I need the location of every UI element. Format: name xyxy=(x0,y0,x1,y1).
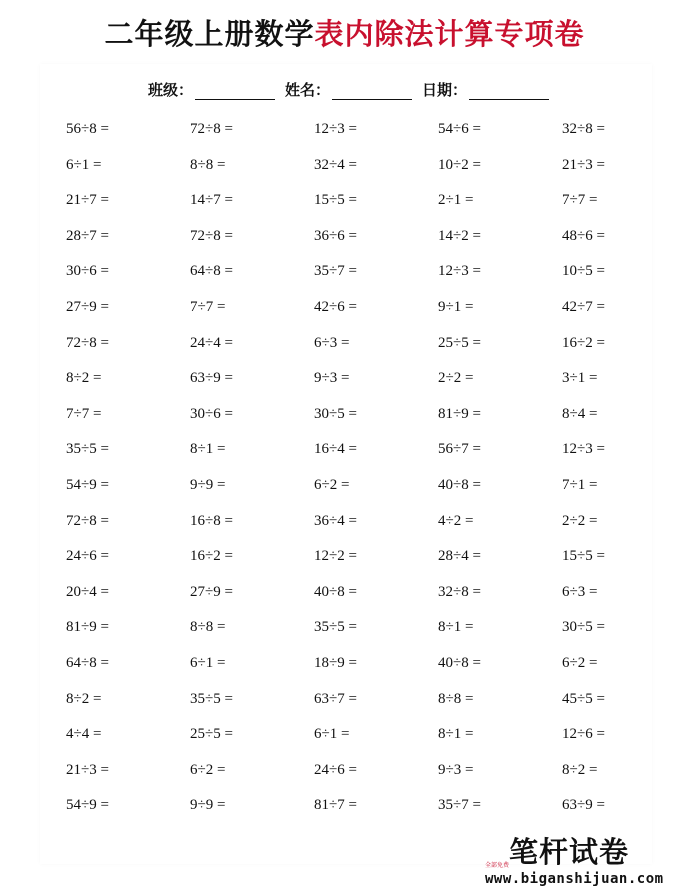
class-label: 班级： xyxy=(148,81,194,99)
problem-cell: 2÷2 = xyxy=(438,370,474,387)
problem-cell: 24÷6 = xyxy=(66,548,109,565)
problem-cell: 6÷2 = xyxy=(562,654,598,671)
problem-cell: 7÷7 = xyxy=(562,192,598,209)
problem-cell: 40÷8 = xyxy=(438,654,481,671)
brand-footer xyxy=(485,834,664,888)
problem-cell: 36÷4 = xyxy=(314,512,357,529)
problem-cell: 21÷3 = xyxy=(66,761,109,778)
problem-cell: 14÷7 = xyxy=(190,192,233,209)
problem-cell: 40÷8 = xyxy=(314,583,357,600)
problem-cell: 16÷2 = xyxy=(190,548,233,565)
problem-cell: 16÷8 = xyxy=(190,512,233,529)
problem-cell: 15÷5 = xyxy=(314,192,357,209)
problem-cell: 63÷9 = xyxy=(190,370,233,387)
problem-cell: 48÷6 = xyxy=(562,227,605,244)
problem-cell: 16÷2 = xyxy=(562,334,605,351)
problem-cell: 7÷7 = xyxy=(190,298,226,315)
problem-cell: 6÷1 = xyxy=(190,654,226,671)
problem-cell: 27÷9 = xyxy=(66,298,109,315)
problem-cell: 21÷7 = xyxy=(66,192,109,209)
problem-cell: 8÷4 = xyxy=(562,405,598,422)
problem-cell: 9÷9 = xyxy=(190,476,226,493)
problem-cell: 3÷1 = xyxy=(562,370,598,387)
problem-cell: 45÷5 = xyxy=(562,690,605,707)
problem-cell: 12÷6 = xyxy=(562,726,605,743)
date-field[interactable] xyxy=(422,79,549,100)
problem-cell: 12÷3 = xyxy=(314,121,357,137)
brand-url[interactable]: www.biganshijuan.com xyxy=(485,871,664,887)
problem-cell: 6÷3 = xyxy=(314,334,350,351)
problem-cell: 54÷9 = xyxy=(66,797,109,814)
problem-cell: 35÷5 = xyxy=(314,619,357,636)
problem-cell: 2÷2 = xyxy=(562,512,598,529)
problem-cell: 21÷3 = xyxy=(562,156,605,173)
problem-cell: 8÷8 = xyxy=(438,690,474,707)
problem-cell: 4÷2 = xyxy=(438,512,474,529)
brand-name: 笔杆试卷 xyxy=(509,835,630,869)
problem-cell: 8÷8 = xyxy=(190,156,226,173)
problem-cell: 63÷9 = xyxy=(562,797,605,814)
problem-cell: 72÷8 = xyxy=(66,334,109,351)
problem-cell: 25÷5 = xyxy=(190,726,233,743)
date-label: 日期： xyxy=(422,81,468,99)
class-field[interactable] xyxy=(148,79,275,100)
problem-cell: 35÷7 = xyxy=(314,263,357,280)
name-label: 姓名： xyxy=(285,81,331,99)
problem-cell: 24÷6 = xyxy=(314,761,357,778)
problem-cell: 18÷9 = xyxy=(314,654,357,671)
problem-cell: 42÷7 = xyxy=(562,298,605,315)
brand-tagline: 全部免费 xyxy=(485,862,510,869)
page-title xyxy=(0,12,689,56)
problem-cell: 8÷2 = xyxy=(66,690,102,707)
problem-cell: 42÷6 = xyxy=(314,298,357,315)
problem-cell: 63÷7 = xyxy=(314,690,357,707)
name-field[interactable] xyxy=(285,79,412,100)
problem-cell: 81÷9 = xyxy=(66,619,109,636)
problem-cell: 16÷4 = xyxy=(314,441,357,458)
problem-cell: 8÷1 = xyxy=(438,619,474,636)
problem-cell: 9÷3 = xyxy=(438,761,474,778)
problem-cell: 30÷5 = xyxy=(314,405,357,422)
title-highlight: 表内除法计算专项卷 xyxy=(314,17,585,51)
problem-cell: 4÷4 = xyxy=(66,726,102,743)
problem-cell: 2÷1 = xyxy=(438,192,474,209)
problem-cell: 6÷1 = xyxy=(66,156,102,173)
problem-cell: 32÷8 = xyxy=(562,121,605,137)
problem-cell: 6÷1 = xyxy=(314,726,350,743)
problem-cell: 8÷1 = xyxy=(190,441,226,458)
problem-cell: 64÷8 = xyxy=(66,654,109,671)
problem-cell: 9÷1 = xyxy=(438,298,474,315)
problem-cell: 24÷4 = xyxy=(190,334,233,351)
problem-cell: 72÷8 = xyxy=(190,121,233,137)
problem-cell: 6÷2 = xyxy=(190,761,226,778)
problem-cell: 9÷9 = xyxy=(190,797,226,814)
problem-cell: 12÷3 = xyxy=(438,263,481,280)
problem-cell: 12÷2 = xyxy=(314,548,357,565)
problem-cell: 56÷7 = xyxy=(438,441,481,458)
date-blank-line[interactable] xyxy=(469,83,549,100)
problem-cell: 32÷8 = xyxy=(438,583,481,600)
problem-cell: 35÷5 = xyxy=(66,441,109,458)
problem-cell: 30÷6 = xyxy=(190,405,233,422)
problem-cell: 81÷9 = xyxy=(438,405,481,422)
problem-cell: 20÷4 = xyxy=(66,583,109,600)
problem-cell: 64÷8 = xyxy=(190,263,233,280)
problem-grid xyxy=(66,112,666,822)
problem-cell: 6÷3 = xyxy=(562,583,598,600)
problem-cell: 9÷3 = xyxy=(314,370,350,387)
student-info-row xyxy=(148,78,549,100)
problem-cell: 7÷7 = xyxy=(66,405,102,422)
problem-cell: 54÷9 = xyxy=(66,476,109,493)
problem-cell: 10÷5 = xyxy=(562,263,605,280)
problem-cell: 35÷5 = xyxy=(190,690,233,707)
problem-cell: 15÷5 = xyxy=(562,548,605,565)
problem-cell: 30÷6 = xyxy=(66,263,109,280)
problem-cell: 54÷6 = xyxy=(438,121,481,137)
problem-cell: 72÷8 = xyxy=(66,512,109,529)
problem-cell: 81÷7 = xyxy=(314,797,357,814)
problem-cell: 25÷5 = xyxy=(438,334,481,351)
problem-cell: 8÷8 = xyxy=(190,619,226,636)
problem-cell: 14÷2 = xyxy=(438,227,481,244)
problem-cell: 6÷2 = xyxy=(314,476,350,493)
problem-cell: 30÷5 = xyxy=(562,619,605,636)
problem-cell: 56÷8 = xyxy=(66,121,109,137)
problem-cell: 28÷7 = xyxy=(66,227,109,244)
problem-cell: 10÷2 = xyxy=(438,156,481,173)
name-blank-line[interactable] xyxy=(332,83,412,100)
problem-cell: 27÷9 = xyxy=(190,583,233,600)
problem-cell: 32÷4 = xyxy=(314,156,357,173)
problem-cell: 35÷7 = xyxy=(438,797,481,814)
problem-cell: 7÷1 = xyxy=(562,476,598,493)
problem-cell: 8÷1 = xyxy=(438,726,474,743)
problem-cell: 8÷2 = xyxy=(66,370,102,387)
problem-cell: 28÷4 = xyxy=(438,548,481,565)
title-main: 二年级上册数学 xyxy=(104,17,315,51)
problem-cell: 40÷8 = xyxy=(438,476,481,493)
problem-cell: 36÷6 = xyxy=(314,227,357,244)
problem-cell: 12÷3 = xyxy=(562,441,605,458)
problem-cell: 72÷8 = xyxy=(190,227,233,244)
class-blank-line[interactable] xyxy=(195,83,275,100)
problem-cell: 8÷2 = xyxy=(562,761,598,778)
